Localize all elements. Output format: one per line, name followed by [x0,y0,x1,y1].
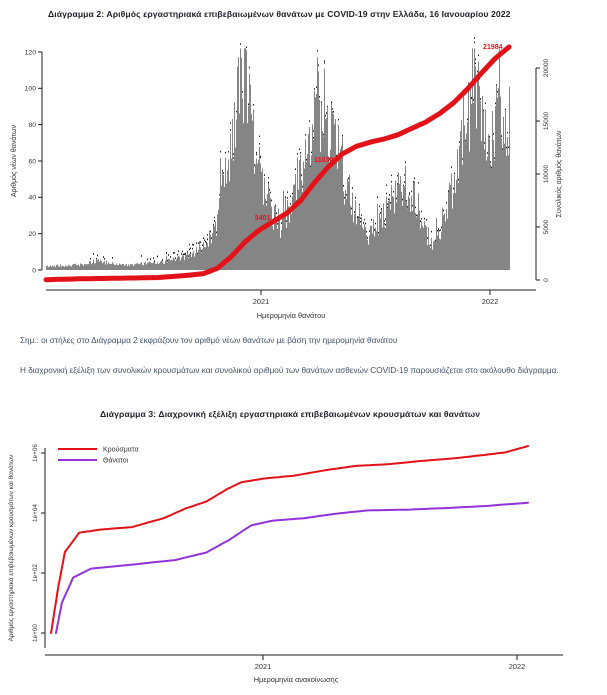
tick-label: 15000 [543,111,550,131]
chart1-deaths-histogram [0,28,607,330]
tick-label: 2022 [508,662,526,671]
chart2-y-axis-title: Αριθμός εργαστηριακά επιβεβαιωμένων κρουσμάτων και θανάτων [8,454,15,642]
chart1-x-axis-title: Ημερομηνία θανάτου [256,311,326,320]
tick-label: 0 [32,267,36,275]
chart2-series-line-cases [51,446,528,633]
chart2-cumulative-log-chart [0,425,607,693]
chart2-x-axis-title: Ημερομηνία ανακοίνωσης [253,675,339,684]
chart1-right-axis-title: Συνολικός αριθμός θανάτων [556,130,563,218]
legend-label: Θάνατοι [103,457,129,465]
chart1-left-axis-title: Αριθμός νέων θανάτων [11,125,18,197]
tick-label: 5000 [543,219,550,235]
tick-label: 80 [28,122,36,130]
chart1-title: Διάγραμμα 2: Αριθμός εργαστηριακά επιβεβαιωμένων θανάτων με COVID-19 στην Ελλάδα, 16 Ιανουαρίου 2022 [48,9,511,19]
milestone-label: 21984 [483,43,503,51]
intro-paragraph: Η διαχρονική εξέλιξη των συνολικών κρουσμάτων και συνολικού αριθμού των θανάτων ασθενών COVID-19 παρουσιάζεται στο ακόλουθο διάγραμμα. [20,366,559,375]
tick-label: 1e+06 [32,444,39,462]
tick-label: 120 [24,49,36,57]
tick-label: 10000 [543,164,550,184]
chart2-legend [58,445,139,464]
tick-label: 1e+02 [32,564,39,582]
chart1-right-axis [536,59,563,282]
tick-label: 60 [28,158,36,166]
tick-label: 1e+04 [32,504,39,522]
tick-label: 1e+00 [32,624,39,642]
chart2-x-axis [45,655,563,684]
tick-label: 2021 [254,662,272,671]
tick-label: 2022 [481,297,499,306]
tick-label: 100 [24,85,36,93]
milestone-label: 5401 [254,214,271,222]
tick-label: 20000 [543,58,550,78]
milestone-label: 11030 [314,156,334,164]
tick-label: 40 [28,194,36,202]
legend-label: Κρούσματα [103,446,139,454]
chart2-title: Διάγραμμα 3: Διαχρονική εξέλιξη εργαστηριακά επιβεβαιωμένων κρουσμάτων και θανάτων [100,409,481,419]
chart1-footnote: Σημ.: οι στήλες στο Διάγραμμα 2 εκφράζουν τον αριθμό νέων θανάτων με βάση την ημερομηνία θανάτου [20,336,398,345]
tick-label: 0 [543,278,550,282]
chart2-series-line-deaths [56,503,528,633]
chart2-y-axis [7,444,45,648]
chart1-x-axis [46,290,536,320]
tick-label: 2021 [252,297,270,306]
chart1-left-axis [10,49,42,274]
chart1-daily-bars [46,48,510,270]
tick-label: 20 [28,231,36,239]
